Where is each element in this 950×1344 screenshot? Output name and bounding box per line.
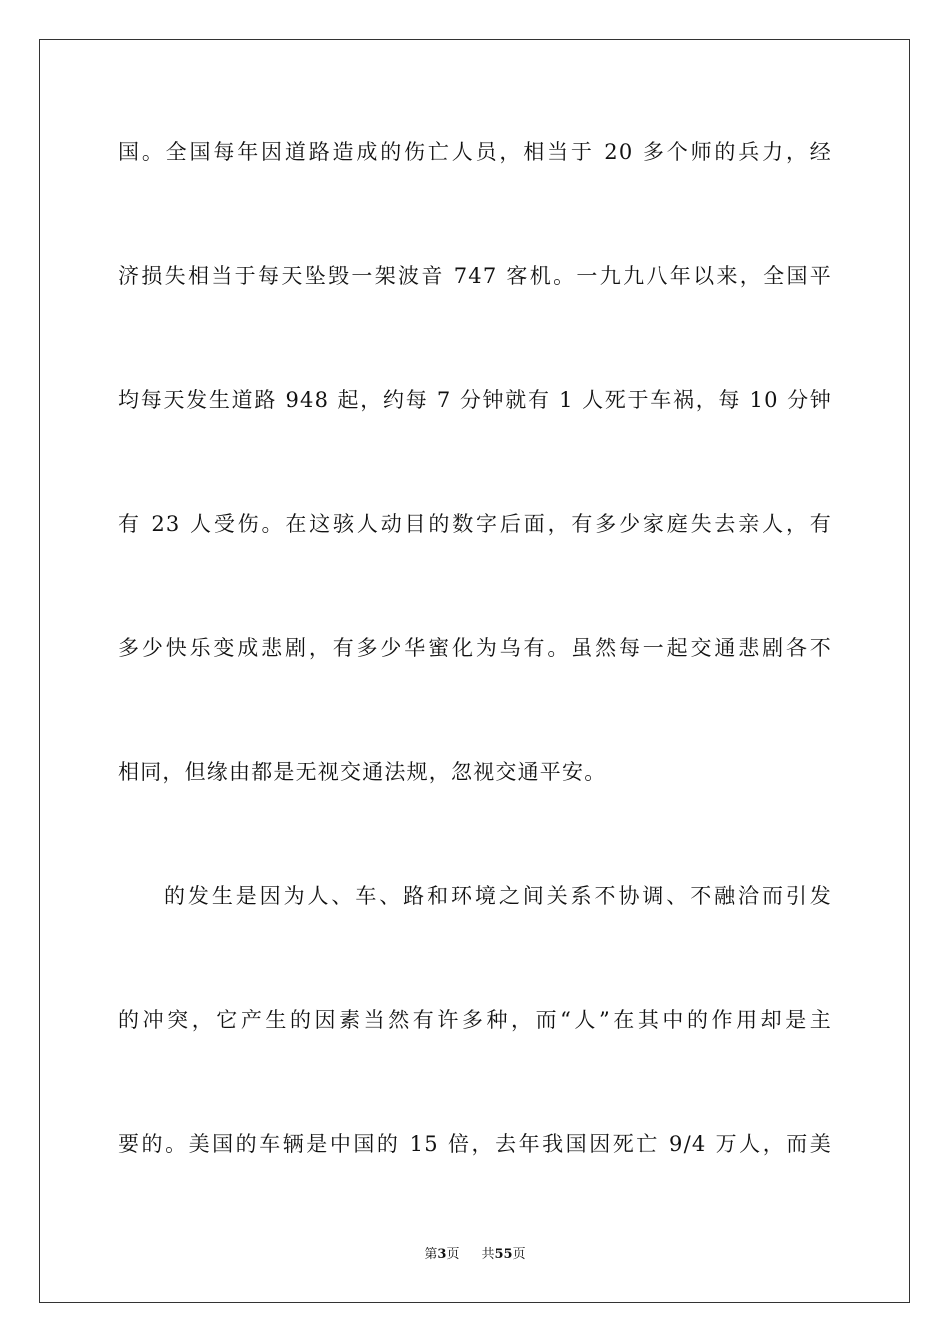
footer-page-suffix: 页 [446, 1247, 460, 1262]
body-line-5: 多少快乐变成悲剧，有多少华蜜化为乌有。虽然每一起交通悲剧各不 [118, 636, 832, 660]
body-line-3: 均每天发生道路 948 起，约每 7 分钟就有 1 人死于车祸，每 10 分钟 [118, 388, 832, 412]
body-line-4: 有 23 人受伤。在这骇人动目的数字后面，有多少家庭失去亲人，有 [118, 512, 832, 536]
footer-page-number: 3 [437, 1247, 447, 1262]
body-line-9: 要的。美国的车辆是中国的 15 倍，去年我国因死亡 9/4 万人，而美 [118, 1132, 832, 1156]
footer-total-suffix: 页 [512, 1247, 526, 1262]
page-border [39, 39, 910, 1303]
body-line-7-paragraph-start: 的发生是因为人、车、路和环境之间关系不协调、不融洽而引发 [164, 884, 832, 908]
body-line-1: 国。全国每年因道路造成的伤亡人员，相当于 20 多个师的兵力，经 [118, 140, 832, 164]
footer-total-prefix: 共 [481, 1247, 495, 1262]
footer-page-prefix: 第 [424, 1247, 438, 1262]
footer-total-pages: 55 [494, 1247, 513, 1262]
page-footer [0, 1246, 950, 1264]
body-line-8: 的冲突，它产生的因素当然有许多种，而“人”在其中的作用却是主 [118, 1008, 832, 1032]
body-line-2: 济损失相当于每天坠毁一架波音 747 客机。一九九八年以来，全国平 [118, 264, 832, 288]
body-line-6: 相同，但缘由都是无视交通法规，忽视交通平安。 [118, 760, 607, 784]
